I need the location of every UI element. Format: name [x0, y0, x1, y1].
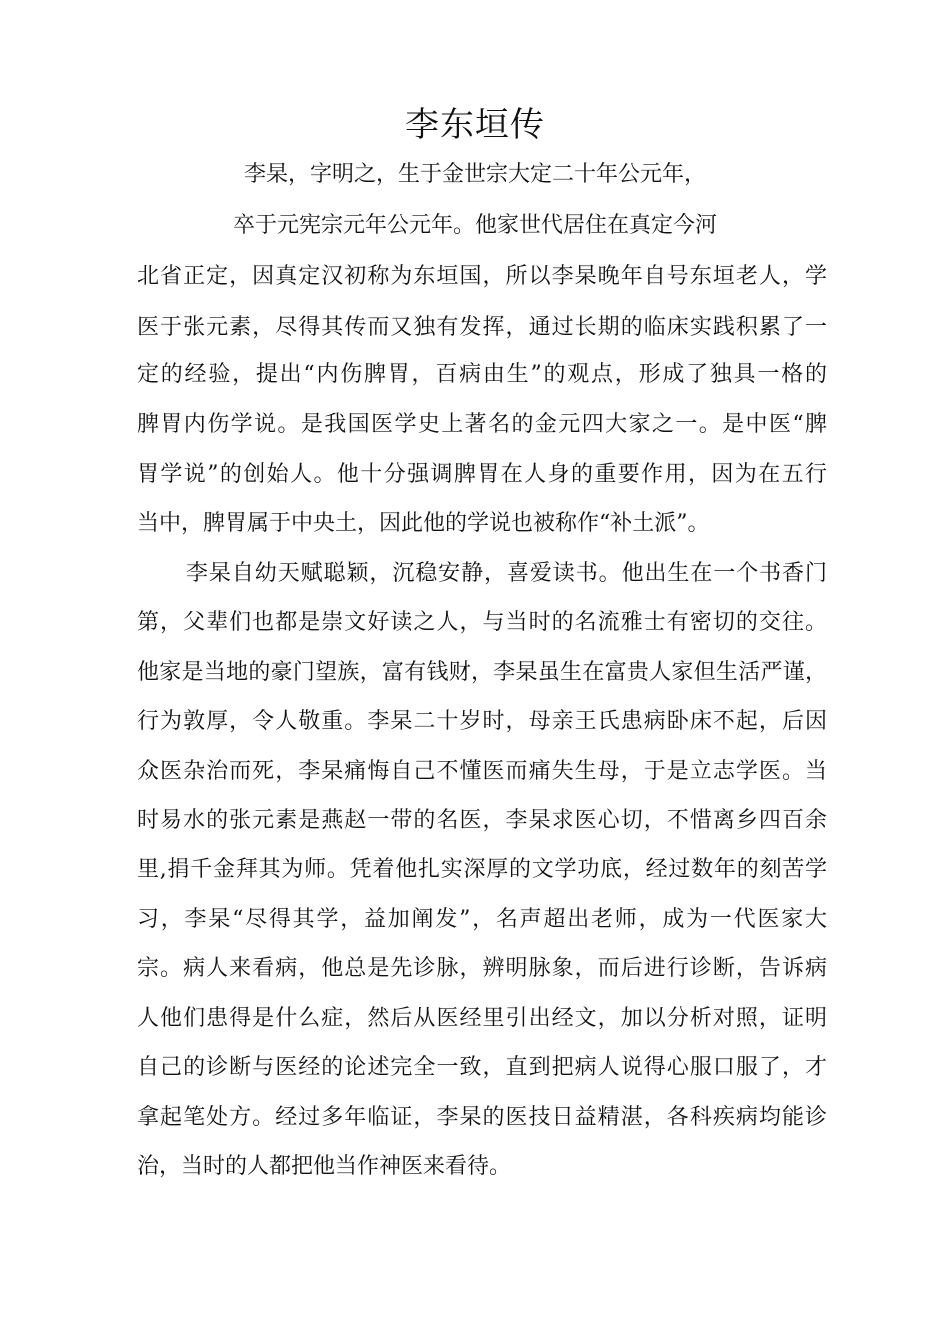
intro-line-1: 李杲，字明之，生于金世宗大定二十年公元年，: [243, 162, 706, 187]
paragraph2-line-1: 李杲自幼天赋聪颖，沉稳安静，喜爱读书。他出生在一个书香门: [186, 561, 827, 586]
document-title: 李东垣传: [405, 105, 545, 145]
paragraph2-line-8: 习，李杲“尽得其学，益加阐发”，名声超出老师，成为一代医家大: [137, 907, 827, 932]
paragraph1-line-3: 定的经验，提出“内伤脾胃，百病由生”的观点，形成了独具一格的: [137, 362, 827, 387]
paragraph1-line-2: 医于张元素，尽得其传而又独有发挥，通过长期的临床实践积累了一: [137, 315, 827, 340]
paragraph2-line-10: 人他们患得是什么症，然后从医经里引出经文，加以分析对照，证明: [137, 1006, 827, 1031]
paragraph1-line-5: 胃学说”的创始人。他十分强调脾胃在人身的重要作用，因为在五行: [137, 462, 827, 487]
paragraph2-line-2: 第，父辈们也都是崇文好读之人，与当时的名流雅士有密切的交往。: [137, 610, 827, 635]
paragraph2-line-12: 拿起笔处方。经过多年临证，李杲的医技日益精湛，各科疾病均能诊: [137, 1105, 827, 1130]
paragraph1-line-6: 当中，脾胃属于中央土，因此他的学说也被称作“补土派”。: [137, 511, 710, 536]
paragraph2-line-13: 治，当时的人都把他当作神医来看待。: [137, 1154, 512, 1179]
intro-line-2: 卒于元宪宗元年公元年。他家世代居住在真定今河: [232, 213, 717, 238]
paragraph2-line-11: 自己的诊断与医经的论述完全一致，直到把病人说得心服口服了，才: [137, 1055, 827, 1080]
paragraph2-line-9: 宗。病人来看病，他总是先诊脉，辨明脉象，而后进行诊断，告诉病: [137, 956, 827, 981]
paragraph2-line-6: 时易水的张元素是燕赵一带的名医，李杲求医心切，不惜离乡四百余: [137, 808, 827, 833]
paragraph2-line-5: 众医杂治而死，李杲痛悔自己不懂医而痛失生母，于是立志学医。当: [137, 759, 827, 784]
paragraph2-line-7: 里,捐千金拜其为师。凭着他扎实深厚的文学功底，经过数年的刻苦学: [137, 857, 827, 882]
paragraph1-line-4: 脾胃内伤学说。是我国医学史上著名的金元四大家之一。是中医“脾: [137, 412, 827, 437]
paragraph2-line-4: 行为敦厚，令人敬重。李杲二十岁时，母亲王氏患病卧床不起，后因: [137, 709, 827, 734]
paragraph2-line-3: 他家是当地的豪门望族，富有钱财，李杲虽生在富贵人家但生活严谨，: [137, 660, 827, 685]
paragraph1-line-1: 北省正定，因真定汉初称为东垣国，所以李杲晚年自号东垣老人，学: [137, 264, 827, 289]
